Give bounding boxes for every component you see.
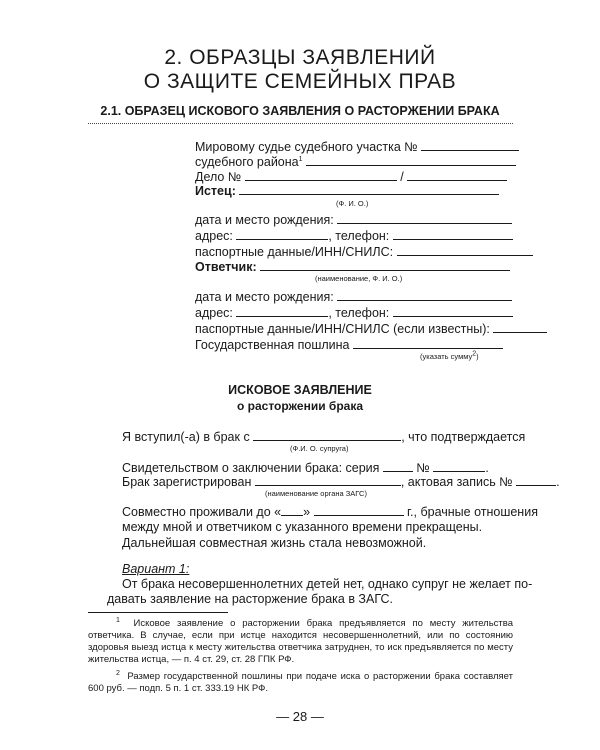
fee-line: Государственная пошлина — [195, 338, 503, 352]
spouse-hint: (Ф.И. О. супруга) — [290, 444, 349, 453]
cert-number-blank[interactable] — [433, 461, 485, 472]
plaintiff-birth-blank[interactable] — [337, 213, 512, 224]
section-divider — [88, 123, 513, 124]
spouse-blank[interactable] — [253, 430, 401, 441]
chapter-title-line1: 2. ОБРАЗЦЫ ЗАЯВЛЕНИЙ — [164, 46, 436, 69]
claim-subtitle: о расторжении брака — [236, 399, 364, 413]
variant-text-line2: давать заявление на расторжение брака в ЗАГС. — [107, 592, 394, 606]
page-number: — 28 — — [276, 709, 324, 724]
defendant-address-blank[interactable] — [236, 306, 328, 317]
fee-hint: (указать сумму$^2$) — [420, 350, 479, 361]
plaintiff-fio-hint: (Ф. И. О.) — [336, 199, 369, 208]
judge-line: Мировому судье судебного участка № — [195, 140, 519, 154]
variant-text-line1: От брака несовершеннолетних детей нет, однако супруг не желает по- — [122, 577, 533, 591]
married-line: Я вступил(-а) в брак с , что подтверждается — [122, 430, 526, 444]
section-title: 2.1. ОБРАЗЕЦ ИСКОВОГО ЗАЯВЛЕНИЯ О РАСТОРЖЕНИИ БРАКА — [100, 104, 500, 118]
footnote-2: $^2$ Размер государственной пошлины при подаче иска о расторжении брака составляет 600 руб. — подп. 5 п. 1 ст. 333.19 НК РФ. — [88, 669, 513, 694]
defendant-hint: (наименование, Ф. И. О.) — [315, 274, 403, 283]
plaintiff-passport-line: паспортные данные/ИНН/СНИЛС: — [195, 245, 533, 259]
case-blank[interactable] — [245, 170, 397, 181]
cohabit-line2: между мной и ответчиком с указанного времени прекращены. — [122, 520, 483, 534]
plaintiff-blank[interactable] — [239, 184, 499, 195]
defendant-birth-blank[interactable] — [337, 290, 512, 301]
registry-hint: (наименование органа ЗАГС) — [265, 489, 367, 498]
defendant-passport-line: паспортные данные/ИНН/СНИЛС (если известны): — [195, 322, 547, 336]
case-year-blank[interactable] — [407, 170, 507, 181]
district-blank[interactable] — [306, 155, 516, 166]
plaintiff-address-line: адрес: , телефон: — [195, 229, 513, 243]
plaintiff-line: Истец: — [195, 184, 499, 198]
defendant-address-line: адрес: , телефон: — [195, 306, 513, 320]
plaintiff-address-blank[interactable] — [236, 229, 328, 240]
certificate-line: Свидетельством о заключении брака: серия № . — [122, 461, 489, 475]
chapter-title-line2: О ЗАЩИТЕ СЕМЕЙНЫХ ПРАВ — [143, 70, 457, 93]
defendant-birth-line: дата и место рождения: — [195, 290, 512, 304]
district-line: судебного района$^1$ — [195, 155, 516, 169]
judge-blank[interactable] — [421, 140, 519, 151]
case-line: Дело № / — [195, 170, 507, 184]
cert-series-blank[interactable] — [383, 461, 413, 472]
plaintiff-phone-blank[interactable] — [393, 229, 513, 240]
registry-blank[interactable] — [255, 475, 401, 486]
cohabit-month-blank[interactable] — [314, 505, 404, 516]
defendant-line: Ответчик: — [195, 260, 510, 274]
footnote-rule — [88, 612, 228, 613]
plaintiff-birth-line: дата и место рождения: — [195, 213, 512, 227]
cohabit-day-blank[interactable] — [281, 505, 303, 516]
impossible-line: Дальнейшая совместная жизнь стала невозможной. — [122, 536, 427, 550]
fee-blank[interactable] — [353, 338, 503, 349]
plaintiff-passport-blank[interactable] — [397, 245, 533, 256]
record-blank[interactable] — [516, 475, 556, 486]
defendant-passport-blank[interactable] — [493, 322, 547, 333]
defendant-phone-blank[interactable] — [393, 306, 513, 317]
variant-label: Вариант 1: — [122, 562, 190, 576]
claim-title: ИСКОВОЕ ЗАЯВЛЕНИЕ — [228, 383, 372, 397]
defendant-blank[interactable] — [260, 260, 510, 271]
cohabit-line: Совместно проживали до « » г., брачные отношения — [122, 505, 538, 519]
footnote-1: $^1$ Исковое заявление о расторжении брака предъявляется по месту жительства ответчика. В случае, если при истце находится несовершеннолетний, или по состоянию здоровья выезд истца к месту жительства ответчика затруднен, то иск предъявляется по месту жительства истца, — п. 4 ст. 29, ст. 28 ГПК РФ. — [88, 616, 513, 665]
registered-line: Брак зарегистрирован , актовая запись № . — [122, 475, 560, 489]
